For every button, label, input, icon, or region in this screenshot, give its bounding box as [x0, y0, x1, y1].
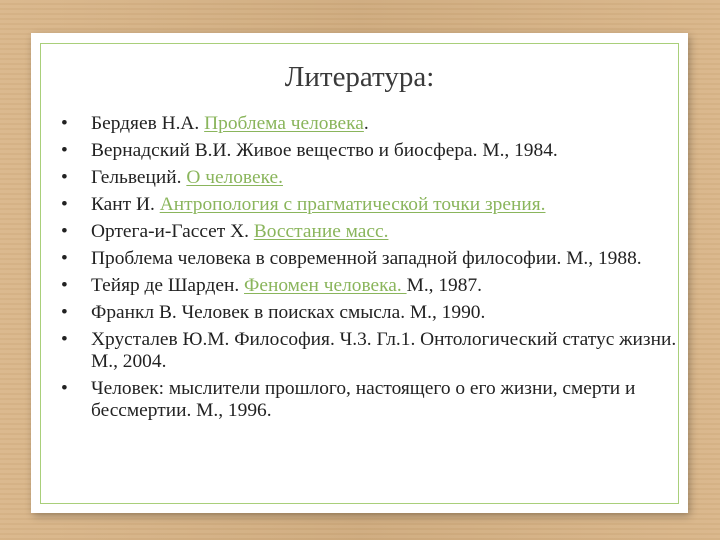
bullet-icon: •: [61, 113, 68, 134]
list-item: [61, 378, 679, 422]
item-text: Бердяев Н.А.: [91, 113, 205, 134]
list-item: [61, 302, 679, 324]
item-text: Франкл В. Человек в поисках смысла. М., 1990.: [91, 302, 486, 323]
item-text: Человек: мыслители прошлого, настоящего о его жизни, смерти и бессмертии. М., 1996.: [91, 378, 636, 421]
item-link[interactable]: Восстание масс.: [253, 221, 389, 242]
item-text: Ортега-и-Гассет Х.: [91, 221, 254, 242]
bullet-icon: •: [61, 329, 68, 350]
bullet-icon: •: [61, 378, 68, 399]
list-item: [61, 113, 679, 135]
item-link[interactable]: Проблема человека: [204, 113, 364, 134]
bullet-icon: •: [61, 167, 68, 188]
item-link[interactable]: Антропология с прагматической точки зрения.: [159, 194, 546, 215]
bibliography-list: [61, 113, 679, 427]
list-item: [61, 194, 679, 216]
item-text-after: .: [363, 113, 369, 134]
item-text: Тейяр де Шарден.: [91, 275, 245, 296]
item-text: Кант И.: [91, 194, 160, 215]
list-item: [61, 329, 679, 373]
item-link[interactable]: Феномен человека.: [244, 275, 407, 296]
item-text-after: М., 1987.: [406, 275, 482, 296]
item-text: Хрусталев Ю.М. Философия. Ч.3. Гл.1. Онтологический статус жизни. М., 2004.: [91, 329, 677, 372]
item-text: Вернадский В.И. Живое вещество и биосфера. М., 1984.: [91, 140, 558, 161]
slide-paper: [31, 33, 688, 513]
bullet-icon: •: [61, 194, 68, 215]
item-text: Гельвеций.: [91, 167, 187, 188]
list-item: [61, 248, 679, 270]
item-text: Проблема человека в современной западной философии. М., 1988.: [91, 248, 642, 269]
list-item: [61, 167, 679, 189]
list-item: [61, 221, 679, 243]
item-link[interactable]: О человеке.: [186, 167, 283, 188]
bullet-icon: •: [61, 221, 68, 242]
bullet-icon: •: [61, 302, 68, 323]
slide-title: Литература:: [284, 61, 435, 93]
bullet-icon: •: [61, 248, 68, 269]
bullet-icon: •: [61, 275, 68, 296]
list-item: [61, 275, 679, 297]
bullet-icon: •: [61, 140, 68, 161]
list-item: [61, 140, 679, 162]
